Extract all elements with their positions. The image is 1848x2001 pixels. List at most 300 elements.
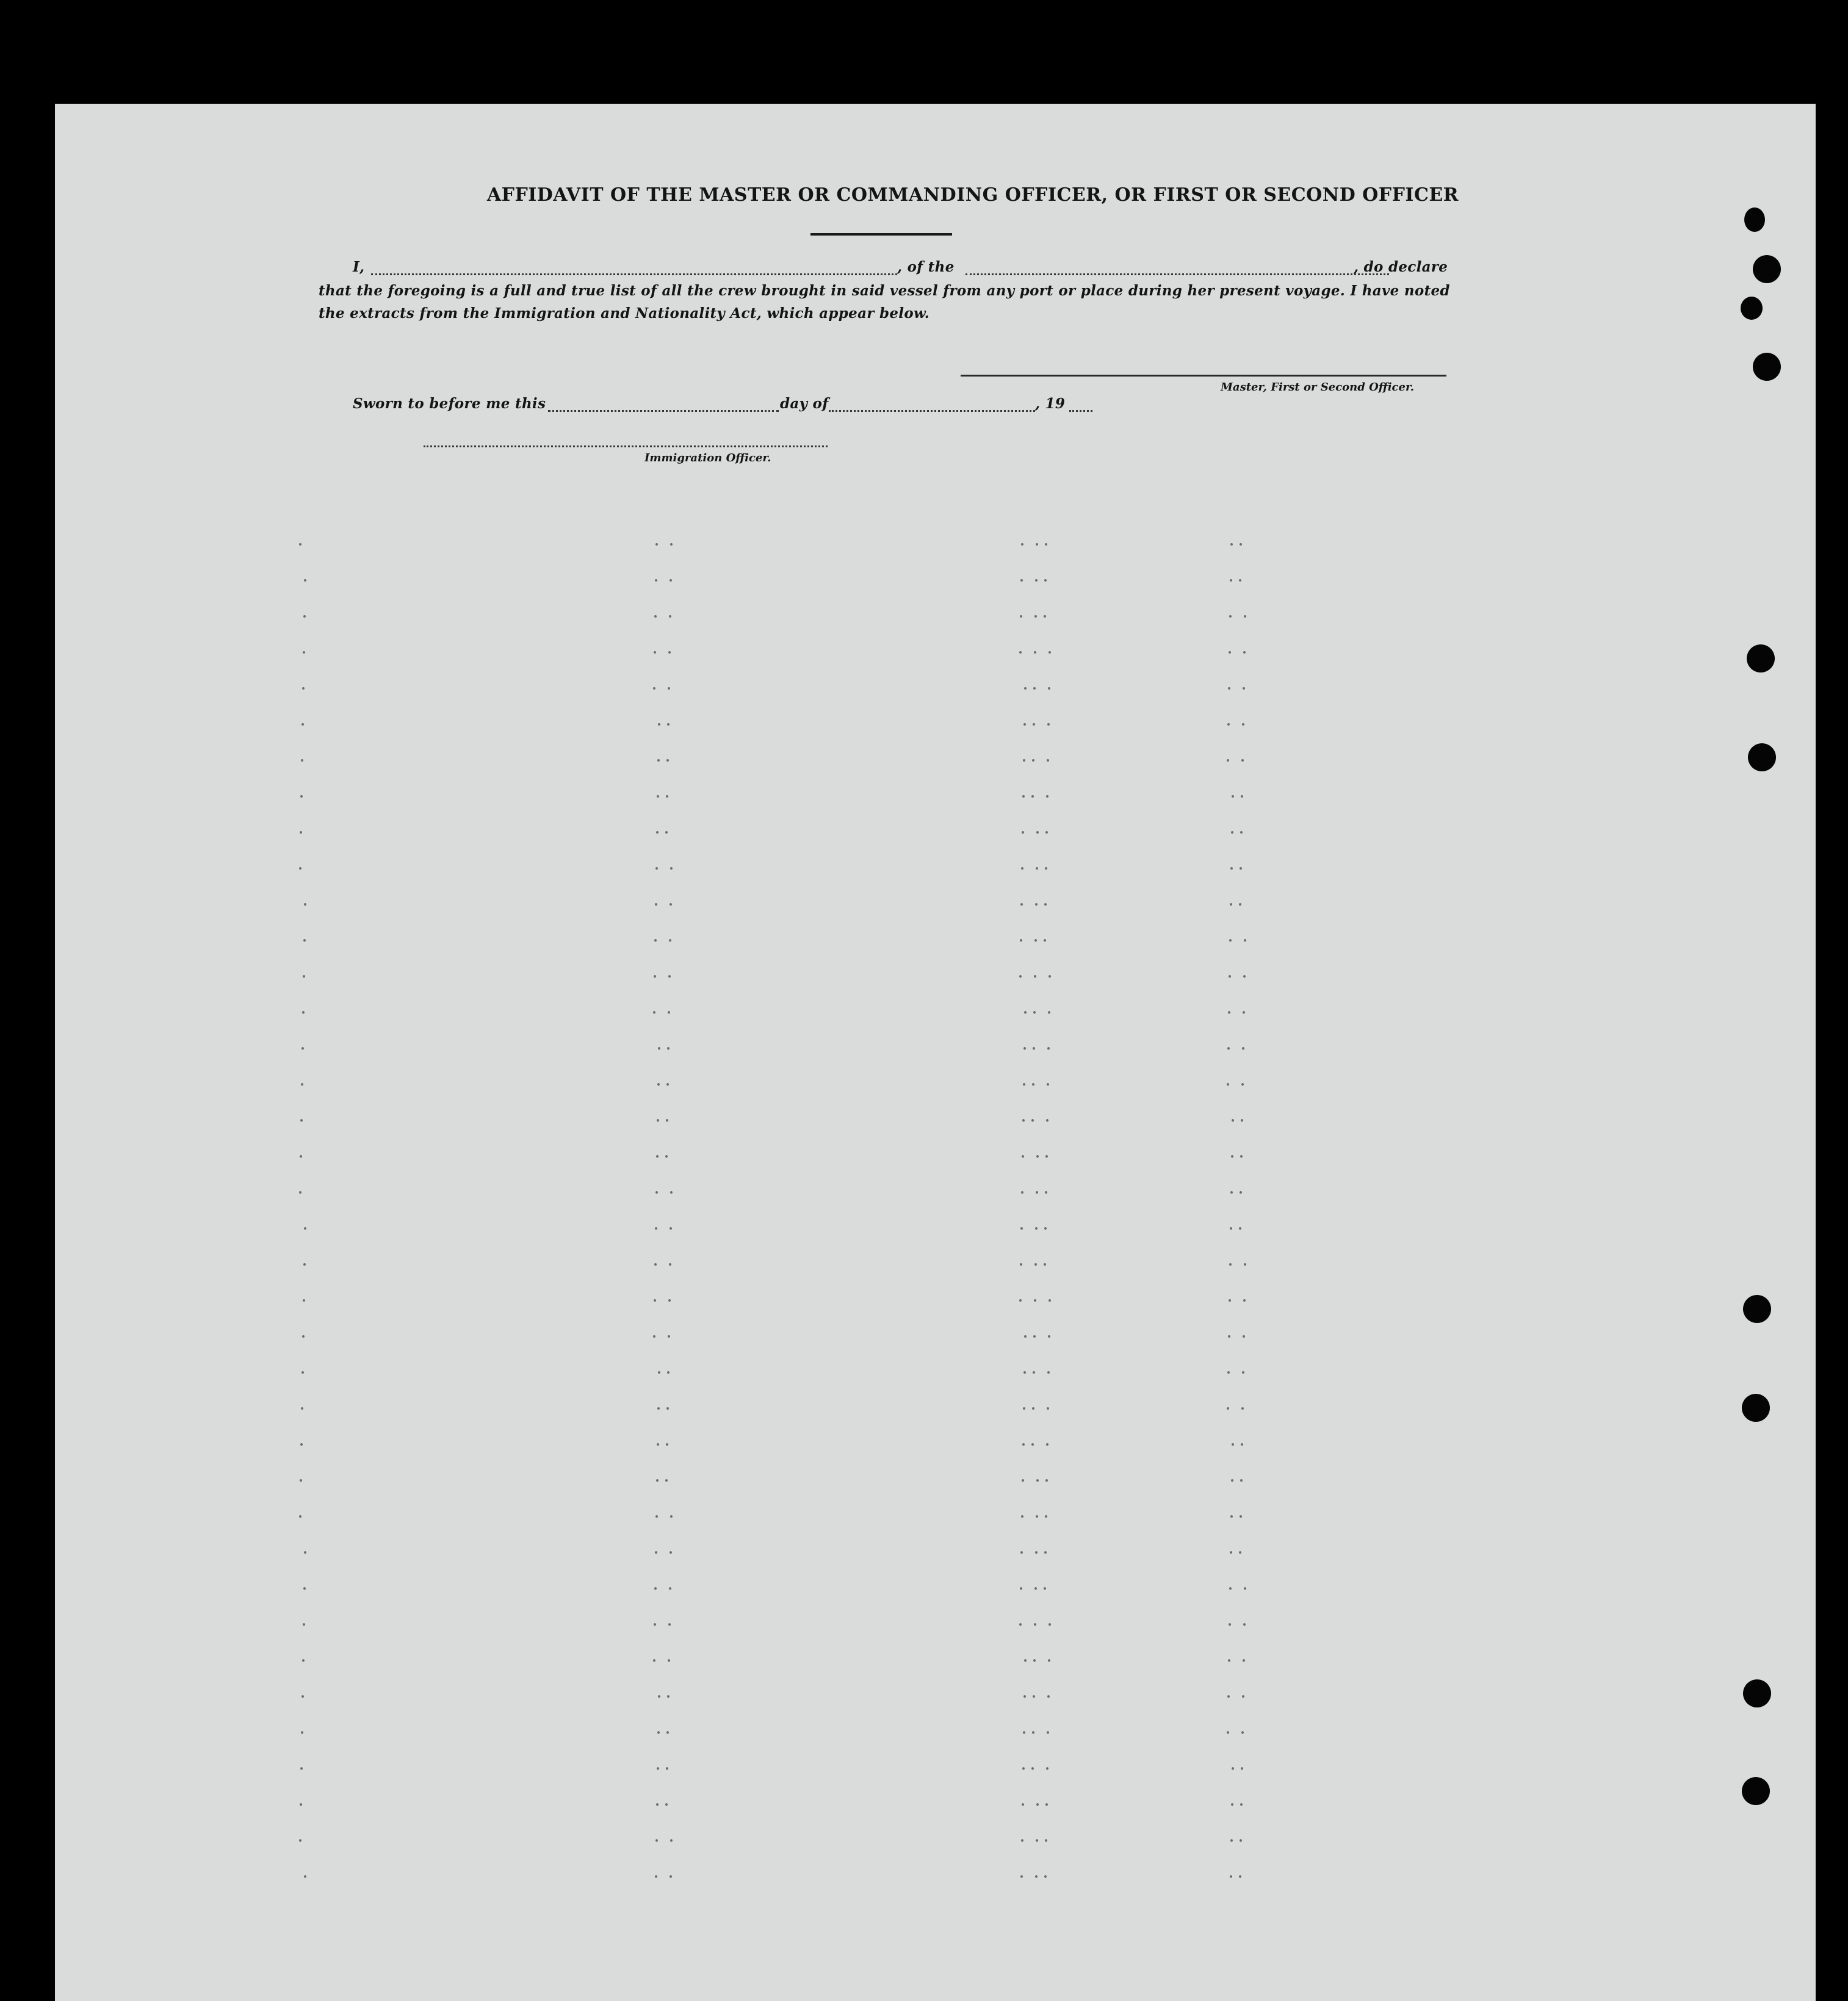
speck — [1034, 1299, 1036, 1302]
punch-hole — [1741, 297, 1763, 320]
speck — [301, 723, 304, 726]
speck — [1035, 903, 1038, 906]
punch-hole — [1743, 1295, 1771, 1323]
punch-hole — [1747, 644, 1775, 672]
speck — [655, 903, 657, 906]
speck — [302, 687, 305, 690]
speck — [1019, 1623, 1022, 1626]
speck — [656, 1479, 659, 1482]
speck — [655, 1227, 657, 1230]
speck — [1033, 687, 1036, 690]
speck — [653, 687, 655, 690]
speck — [666, 1767, 668, 1770]
speck — [1240, 867, 1242, 870]
speck — [1031, 1767, 1034, 1770]
speck — [1045, 1155, 1048, 1158]
speck — [668, 1011, 670, 1014]
speck — [666, 1119, 668, 1122]
speck — [658, 1047, 660, 1050]
speck — [667, 1371, 670, 1374]
speck — [1049, 651, 1051, 654]
speck — [1227, 1083, 1229, 1086]
speck — [666, 1083, 669, 1086]
speck — [300, 1479, 302, 1482]
speck — [1046, 795, 1049, 798]
speck — [303, 1623, 305, 1626]
speck — [1044, 579, 1047, 582]
speck — [667, 1695, 670, 1698]
speck — [668, 1659, 670, 1662]
speck — [1019, 975, 1022, 978]
speck — [1230, 579, 1232, 582]
speck — [1230, 1839, 1233, 1842]
speck — [1045, 1191, 1047, 1194]
speck — [1230, 867, 1233, 870]
speck — [300, 1443, 303, 1446]
affidavit-title: AFFIDAVIT OF THE MASTER OR COMMANDING OFFICER, OR FIRST OR SECOND OFFICER — [486, 184, 1459, 206]
speck — [1230, 543, 1233, 546]
speck — [1232, 1119, 1234, 1122]
speck — [1239, 903, 1241, 906]
speck — [1046, 1767, 1049, 1770]
sworn-month-field[interactable] — [829, 410, 1035, 412]
speck — [1243, 1011, 1245, 1014]
speck — [1229, 975, 1231, 978]
speck — [655, 867, 658, 870]
speck — [1036, 1155, 1039, 1158]
speck — [1239, 579, 1241, 582]
speck — [670, 1227, 672, 1230]
speck — [654, 939, 657, 942]
speck — [658, 1695, 660, 1698]
speck — [1047, 1695, 1050, 1698]
speck — [670, 1875, 672, 1878]
immigration-officer-signature-line[interactable] — [424, 445, 828, 447]
speck — [1022, 1119, 1025, 1122]
speck — [1022, 1443, 1025, 1446]
speck — [304, 1551, 306, 1554]
speck — [655, 543, 658, 546]
speck — [1244, 615, 1246, 618]
speck — [665, 831, 668, 834]
speck — [304, 1875, 306, 1878]
speck — [1023, 1731, 1025, 1734]
speck — [657, 795, 659, 798]
speck — [301, 759, 303, 762]
declarant-name-field[interactable] — [371, 273, 897, 275]
speck — [1019, 651, 1022, 654]
punch-hole — [1753, 353, 1781, 381]
speck — [1031, 795, 1034, 798]
speck — [1230, 1875, 1232, 1878]
speck — [666, 1731, 669, 1734]
speck — [303, 651, 305, 654]
speck — [1231, 1479, 1233, 1482]
speck — [1031, 1443, 1034, 1446]
speck — [1024, 687, 1027, 690]
speck — [1240, 1155, 1243, 1158]
speck — [1024, 1335, 1027, 1338]
speck — [299, 1515, 301, 1518]
speck — [1035, 1551, 1038, 1554]
speck — [1243, 975, 1246, 978]
speck — [1242, 1371, 1244, 1374]
speck — [1044, 1263, 1046, 1266]
speck — [1230, 903, 1232, 906]
day-of-label: day of — [780, 395, 829, 412]
speck — [1021, 1515, 1023, 1518]
vessel-name-field[interactable] — [966, 273, 1389, 275]
speck — [1020, 1263, 1022, 1266]
speck — [1232, 795, 1234, 798]
speck — [303, 1263, 306, 1266]
speck — [1228, 1011, 1230, 1014]
speck — [1045, 1479, 1048, 1482]
speck — [1023, 759, 1025, 762]
speck — [1033, 1011, 1036, 1014]
speck — [1243, 687, 1245, 690]
year-field[interactable] — [1069, 410, 1092, 412]
speck — [1241, 1767, 1243, 1770]
speck — [1044, 939, 1046, 942]
speck — [670, 867, 673, 870]
year-label: , 19 — [1035, 395, 1066, 412]
speck — [1045, 831, 1048, 834]
speck — [669, 939, 671, 942]
speck — [1034, 1623, 1036, 1626]
speck — [668, 651, 671, 654]
speck — [1242, 1695, 1244, 1698]
speck — [304, 903, 306, 906]
speck — [1033, 723, 1035, 726]
speck — [1033, 1047, 1035, 1050]
speck — [1227, 1695, 1230, 1698]
speck — [1036, 1191, 1038, 1194]
speck — [670, 1551, 672, 1554]
punch-hole — [1748, 743, 1776, 771]
speck — [1033, 1371, 1035, 1374]
speck — [303, 975, 305, 978]
speck — [1022, 831, 1024, 834]
speck — [1034, 975, 1036, 978]
speck — [668, 687, 670, 690]
speck — [1240, 1803, 1243, 1806]
speck — [1241, 1119, 1243, 1122]
speck — [1240, 1515, 1242, 1518]
speck — [1243, 1299, 1246, 1302]
speck — [1036, 867, 1038, 870]
declaration-line-3: the extracts from the Immigration and Nationality Act, which appear below. — [319, 305, 930, 322]
speck — [1036, 831, 1039, 834]
speck — [300, 1155, 302, 1158]
speck — [1022, 1767, 1025, 1770]
speck — [1230, 1515, 1233, 1518]
speck — [669, 1263, 671, 1266]
speck — [1241, 759, 1244, 762]
speck — [1239, 1875, 1241, 1878]
punch-hole — [1742, 1394, 1770, 1422]
speck — [303, 939, 306, 942]
master-signature-line[interactable] — [961, 375, 1446, 377]
master-signature-caption: Master, First or Second Officer. — [1221, 381, 1415, 394]
speck — [1047, 759, 1049, 762]
speck — [1034, 615, 1037, 618]
speck — [655, 1551, 657, 1554]
speck — [1045, 1803, 1048, 1806]
speck — [1021, 1191, 1023, 1194]
speck — [299, 1839, 301, 1842]
speck — [666, 1443, 668, 1446]
speck — [304, 579, 306, 582]
speck — [1230, 1551, 1232, 1554]
speck — [657, 1767, 659, 1770]
speck — [303, 1299, 305, 1302]
speck — [1240, 1479, 1243, 1482]
speck — [303, 1587, 306, 1590]
speck — [654, 651, 656, 654]
speck — [1044, 1587, 1046, 1590]
speck — [299, 1191, 301, 1194]
speck — [1035, 579, 1038, 582]
speck — [1232, 1767, 1234, 1770]
speck — [1047, 1731, 1049, 1734]
speck — [670, 903, 672, 906]
speck — [1241, 1407, 1244, 1410]
speck — [304, 1227, 306, 1230]
speck — [1044, 615, 1046, 618]
sworn-date-field[interactable] — [548, 410, 779, 412]
vessel-prefix: , of the — [897, 259, 955, 275]
speck — [655, 1515, 658, 1518]
speck — [1239, 1551, 1241, 1554]
speck — [666, 759, 669, 762]
speck — [665, 1479, 668, 1482]
sworn-label: Sworn to before me this — [353, 395, 546, 412]
speck — [670, 579, 672, 582]
speck — [667, 1047, 670, 1050]
speck — [1021, 1839, 1023, 1842]
speck — [1044, 1875, 1047, 1878]
speck — [300, 1767, 303, 1770]
speck — [669, 615, 671, 618]
speck — [654, 1587, 657, 1590]
declaration-line-2: that the foregoing is a full and true list of all the crew brought in said vessel from any port or place during her present voyage. I have noted — [319, 283, 1450, 299]
speck — [1047, 1047, 1050, 1050]
speck — [1229, 939, 1232, 942]
title-underline — [810, 233, 952, 236]
speck — [1022, 1155, 1024, 1158]
speck — [302, 1011, 305, 1014]
immigration-officer-caption: Immigration Officer. — [644, 452, 771, 464]
speck — [302, 1335, 305, 1338]
form-page — [55, 104, 1816, 2001]
speck — [654, 1263, 657, 1266]
speck — [1228, 687, 1230, 690]
speck — [1023, 1083, 1025, 1086]
punch-hole — [1753, 255, 1781, 283]
speck — [1045, 543, 1047, 546]
speck — [301, 1371, 304, 1374]
speck — [1231, 1803, 1233, 1806]
speck — [299, 867, 301, 870]
speck — [1022, 1803, 1024, 1806]
speck — [1034, 1263, 1037, 1266]
speck — [1036, 1479, 1039, 1482]
speck — [1045, 1839, 1047, 1842]
speck — [655, 1191, 658, 1194]
speck — [658, 723, 660, 726]
speck — [1241, 1731, 1244, 1734]
speck — [670, 1191, 673, 1194]
speck — [654, 975, 656, 978]
speck — [1231, 831, 1233, 834]
speck — [654, 1299, 656, 1302]
speck — [654, 615, 657, 618]
speck — [1228, 1335, 1230, 1338]
speck — [1227, 1371, 1230, 1374]
speck — [1243, 1335, 1245, 1338]
speck — [657, 1443, 659, 1446]
speck — [666, 795, 668, 798]
speck — [668, 1335, 670, 1338]
speck — [1241, 1443, 1243, 1446]
speck — [1020, 1551, 1023, 1554]
speck — [1032, 1731, 1034, 1734]
speck — [1228, 1659, 1230, 1662]
speck — [1045, 867, 1047, 870]
speck — [300, 831, 302, 834]
speck — [1240, 543, 1242, 546]
speck — [1229, 1623, 1231, 1626]
speck — [665, 1155, 668, 1158]
speck — [1036, 1839, 1038, 1842]
speck — [657, 1119, 659, 1122]
speck — [658, 1371, 660, 1374]
speck — [1242, 723, 1244, 726]
speck — [656, 1155, 659, 1158]
speck — [1229, 1263, 1232, 1266]
speck — [1036, 1515, 1038, 1518]
speck — [1036, 543, 1038, 546]
speck — [1047, 1083, 1049, 1086]
speck — [1227, 1731, 1229, 1734]
speck — [1044, 1227, 1047, 1230]
speck — [1049, 975, 1051, 978]
speck — [1230, 1227, 1232, 1230]
speck — [301, 1407, 303, 1410]
speck — [300, 795, 303, 798]
speck — [1227, 1047, 1230, 1050]
speck — [1232, 1443, 1234, 1446]
speck — [1047, 723, 1050, 726]
speck — [657, 1083, 660, 1086]
speck — [1048, 687, 1050, 690]
speck — [1240, 831, 1243, 834]
speck — [1024, 1011, 1027, 1014]
speck — [654, 1623, 656, 1626]
speck — [655, 579, 657, 582]
speck — [1032, 759, 1034, 762]
speck — [1033, 1335, 1036, 1338]
speck — [1047, 1371, 1050, 1374]
speck — [668, 1299, 671, 1302]
speck — [657, 1731, 660, 1734]
speck — [1046, 1119, 1049, 1122]
speck — [1240, 1191, 1242, 1194]
speck — [1034, 939, 1037, 942]
speck — [1243, 651, 1246, 654]
speck — [1244, 939, 1246, 942]
speck — [1023, 723, 1026, 726]
speck — [1048, 1011, 1050, 1014]
speck — [1231, 1155, 1233, 1158]
speck — [1021, 543, 1023, 546]
punch-hole — [1742, 1777, 1770, 1805]
speck — [667, 723, 670, 726]
speck — [1032, 1083, 1034, 1086]
punch-hole — [1744, 207, 1765, 232]
speck — [299, 543, 301, 546]
speck — [1023, 1695, 1026, 1698]
speck — [302, 1659, 305, 1662]
speck — [1033, 1695, 1035, 1698]
speck — [1020, 939, 1022, 942]
speck — [1229, 615, 1232, 618]
speck — [1229, 1299, 1231, 1302]
speck — [1048, 1335, 1050, 1338]
speck — [1020, 903, 1023, 906]
speck — [1036, 1803, 1039, 1806]
speck — [300, 1803, 302, 1806]
speck — [1035, 1875, 1038, 1878]
speck — [1049, 1299, 1051, 1302]
speck — [1229, 1587, 1232, 1590]
speck — [1244, 1263, 1246, 1266]
speck — [1046, 1443, 1049, 1446]
speck — [653, 1335, 655, 1338]
speck — [653, 1659, 655, 1662]
speck — [1229, 651, 1231, 654]
speck — [1242, 1047, 1244, 1050]
speck — [301, 1083, 303, 1086]
speck — [1227, 759, 1229, 762]
speck — [1241, 1083, 1244, 1086]
speck — [1045, 1515, 1047, 1518]
speck — [1020, 1587, 1022, 1590]
speck — [1019, 1299, 1022, 1302]
punch-hole — [1743, 1679, 1771, 1707]
speck — [655, 1875, 657, 1878]
speck — [657, 759, 660, 762]
speck — [1020, 1227, 1023, 1230]
speck — [1034, 651, 1036, 654]
speck — [1048, 1659, 1050, 1662]
speck — [1020, 1875, 1023, 1878]
speck — [1024, 1659, 1027, 1662]
speck — [1023, 1371, 1026, 1374]
speck — [656, 1803, 659, 1806]
speck — [1021, 867, 1023, 870]
speck — [1031, 1119, 1034, 1122]
speck — [301, 1731, 303, 1734]
speck — [1022, 1479, 1024, 1482]
speck — [1047, 1407, 1049, 1410]
speck — [301, 1695, 304, 1698]
declare-text: , do declare — [1354, 259, 1448, 275]
speck — [1241, 795, 1243, 798]
speck — [657, 1407, 660, 1410]
speck — [1020, 615, 1022, 618]
